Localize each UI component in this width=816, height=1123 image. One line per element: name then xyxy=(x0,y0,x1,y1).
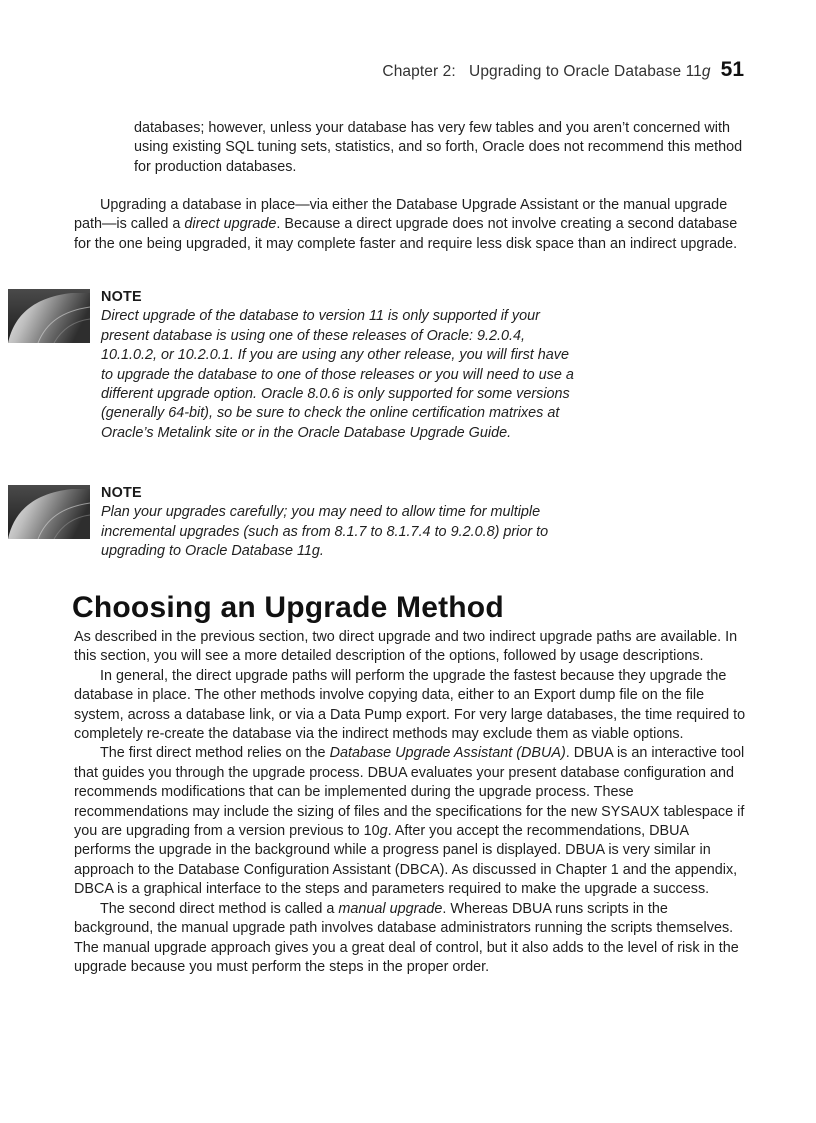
section-body xyxy=(74,628,746,977)
note-title: NOTE xyxy=(101,289,142,305)
chapter-title-main: Upgrading to Oracle Database 11 xyxy=(469,63,702,80)
body-paragraph xyxy=(74,900,746,978)
note-body: Plan your upgrades carefully; you may need to allow time for multiple incremental upgrades (such as from 8.1.7 to 8.1.7.4 to 9.2.0.8) prior to upgrading to Oracle Database 11g. xyxy=(101,504,549,560)
dbua-version-suffix: g xyxy=(379,823,388,840)
body-paragraph: In general, the direct upgrade paths will perform the upgrade the fastest because they upgrade the database in place. The other methods involve copying data, either to an Export dump file on the file system, across a database link, or via a Data Pump export. For very large databases, the time required to completely re-create the database via the indirect methods may exclude them as viable options. xyxy=(74,667,746,743)
note-icon xyxy=(8,289,90,343)
note-content xyxy=(101,484,581,562)
manual-text-a: The second direct method is called a xyxy=(100,900,339,917)
dbua-term: Database Upgrade Assistant (DBUA) xyxy=(329,745,566,762)
direct-upgrade-term: direct upgrade xyxy=(184,216,277,233)
chapter-title xyxy=(382,63,710,81)
direct-upgrade-text-b: . Because a direct upgrade does not involve creating a second database for the one being upgraded, it may complete faster and require less disk space than an indirect upgrade. xyxy=(74,216,738,252)
page-number: 51 xyxy=(720,58,744,81)
dbua-text-b: . DBUA is an interactive tool that guides you through the upgrade process. DBUA evaluates your present database configuration and recommends modifications that can be implemented during the upgrade process. These recommendations may include the sizing of files and the specifications for the new SYSAUX tablespace if you are upgrading from a version previous to 10 xyxy=(74,745,745,840)
section-heading: Choosing an Upgrade Method xyxy=(72,591,504,624)
body-paragraph xyxy=(74,744,746,899)
continuation-paragraph: databases; however, unless your database has very few tables and you aren’t concerned with using existing SQL tuning sets, statistics, and so forth, Oracle does not recommend this method for production databases. xyxy=(134,120,743,175)
body-paragraph: As described in the previous section, two direct upgrade and two indirect upgrade paths are available. In this section, you will see a more detailed description of the options, followed by usage descriptions. xyxy=(74,629,738,665)
direct-upgrade-text-a: Upgrading a database in place—via either the Database Upgrade Assistant or the manual upgrade path—is called a xyxy=(74,197,728,233)
manual-upgrade-term: manual upgrade xyxy=(338,900,443,917)
chapter-title-italic: g xyxy=(701,63,711,80)
dbua-text-c: . After you accept the recommendations, DBUA performs the upgrade in the background while a progress panel is displayed. DBUA is very similar in approach to the Database Configuration Assistant (DBCA). As discussed in Chapter 1 and the appendix, DBCA is a graphical interface to the steps and parameters required to make the upgrade a success. xyxy=(74,823,738,898)
note-content xyxy=(101,288,581,443)
note-title: NOTE xyxy=(101,485,142,501)
direct-upgrade-paragraph xyxy=(74,196,746,254)
note-body: Direct upgrade of the database to version 11 is only supported if your present database is using one of these releases of Oracle: 9.2.0.4, 10.1.0.2, or 10.2.0.1. If you are using any other release, you will first have to upgrade the database to one of those releases or you will need to use a different upgrade option. Oracle 8.0.6 is only supported for some versions (generally 64-bit), so be sure to check the online certification matrixes at Oracle’s Metalink site or in the Oracle Database Upgrade Guide. xyxy=(101,308,574,441)
manual-text-b: . Whereas DBUA runs scripts in the background, the manual upgrade path involves database administrators running the scripts themselves. The manual upgrade approach gives you a great deal of control, but it also adds to the level of risk in the upgrade because you must perform the steps in the proper order. xyxy=(74,900,739,975)
note-icon xyxy=(8,485,90,539)
dbua-text-a: The first direct method relies on the xyxy=(100,745,330,762)
running-head xyxy=(382,58,744,82)
chapter-label: Chapter 2: xyxy=(382,63,456,80)
